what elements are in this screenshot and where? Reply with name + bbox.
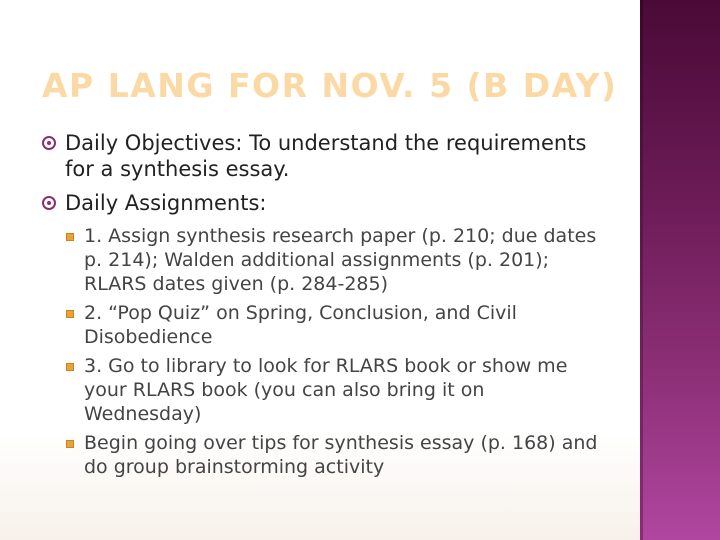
assignments-list: [62, 224, 602, 479]
square-bullet-icon: [66, 233, 74, 241]
assignment-item-1: [62, 224, 602, 296]
assignment-text: 2. “Pop Quiz” on Spring, Conclusion, and Civil Disobedience: [84, 302, 517, 348]
bullet-daily-objectives: [42, 130, 602, 182]
assignment-item-3: [62, 354, 602, 426]
square-bullet-icon: [66, 363, 74, 371]
slide-content: [42, 130, 602, 484]
assignment-item-4: [62, 431, 602, 479]
circled-dot-bullet-icon: [42, 196, 56, 210]
assignment-text: 3. Go to library to look for RLARS book or show me your RLARS book (you can also bring it on Wednesday): [84, 355, 568, 425]
circled-dot-bullet-icon: [42, 136, 56, 150]
assignment-text: 1. Assign synthesis research paper (p. 210; due dates p. 214); Walden additional assignments (p. 201); RLARS dates given (p. 284-285): [84, 225, 597, 295]
assignment-item-2: [62, 301, 602, 349]
square-bullet-icon: [66, 440, 74, 448]
slide-title: AP LANG FOR NOV. 5 (B DAY): [42, 66, 618, 105]
decorative-side-bar: [640, 0, 720, 540]
assignment-text: Begin going over tips for synthesis essay (p. 168) and do group brainstorming activity: [84, 432, 598, 478]
bullet-text: Daily Assignments:: [65, 191, 267, 215]
bullet-daily-assignments: [42, 190, 602, 216]
bullet-text: Daily Objectives: To understand the requirements for a synthesis essay.: [65, 131, 587, 181]
square-bullet-icon: [66, 310, 74, 318]
